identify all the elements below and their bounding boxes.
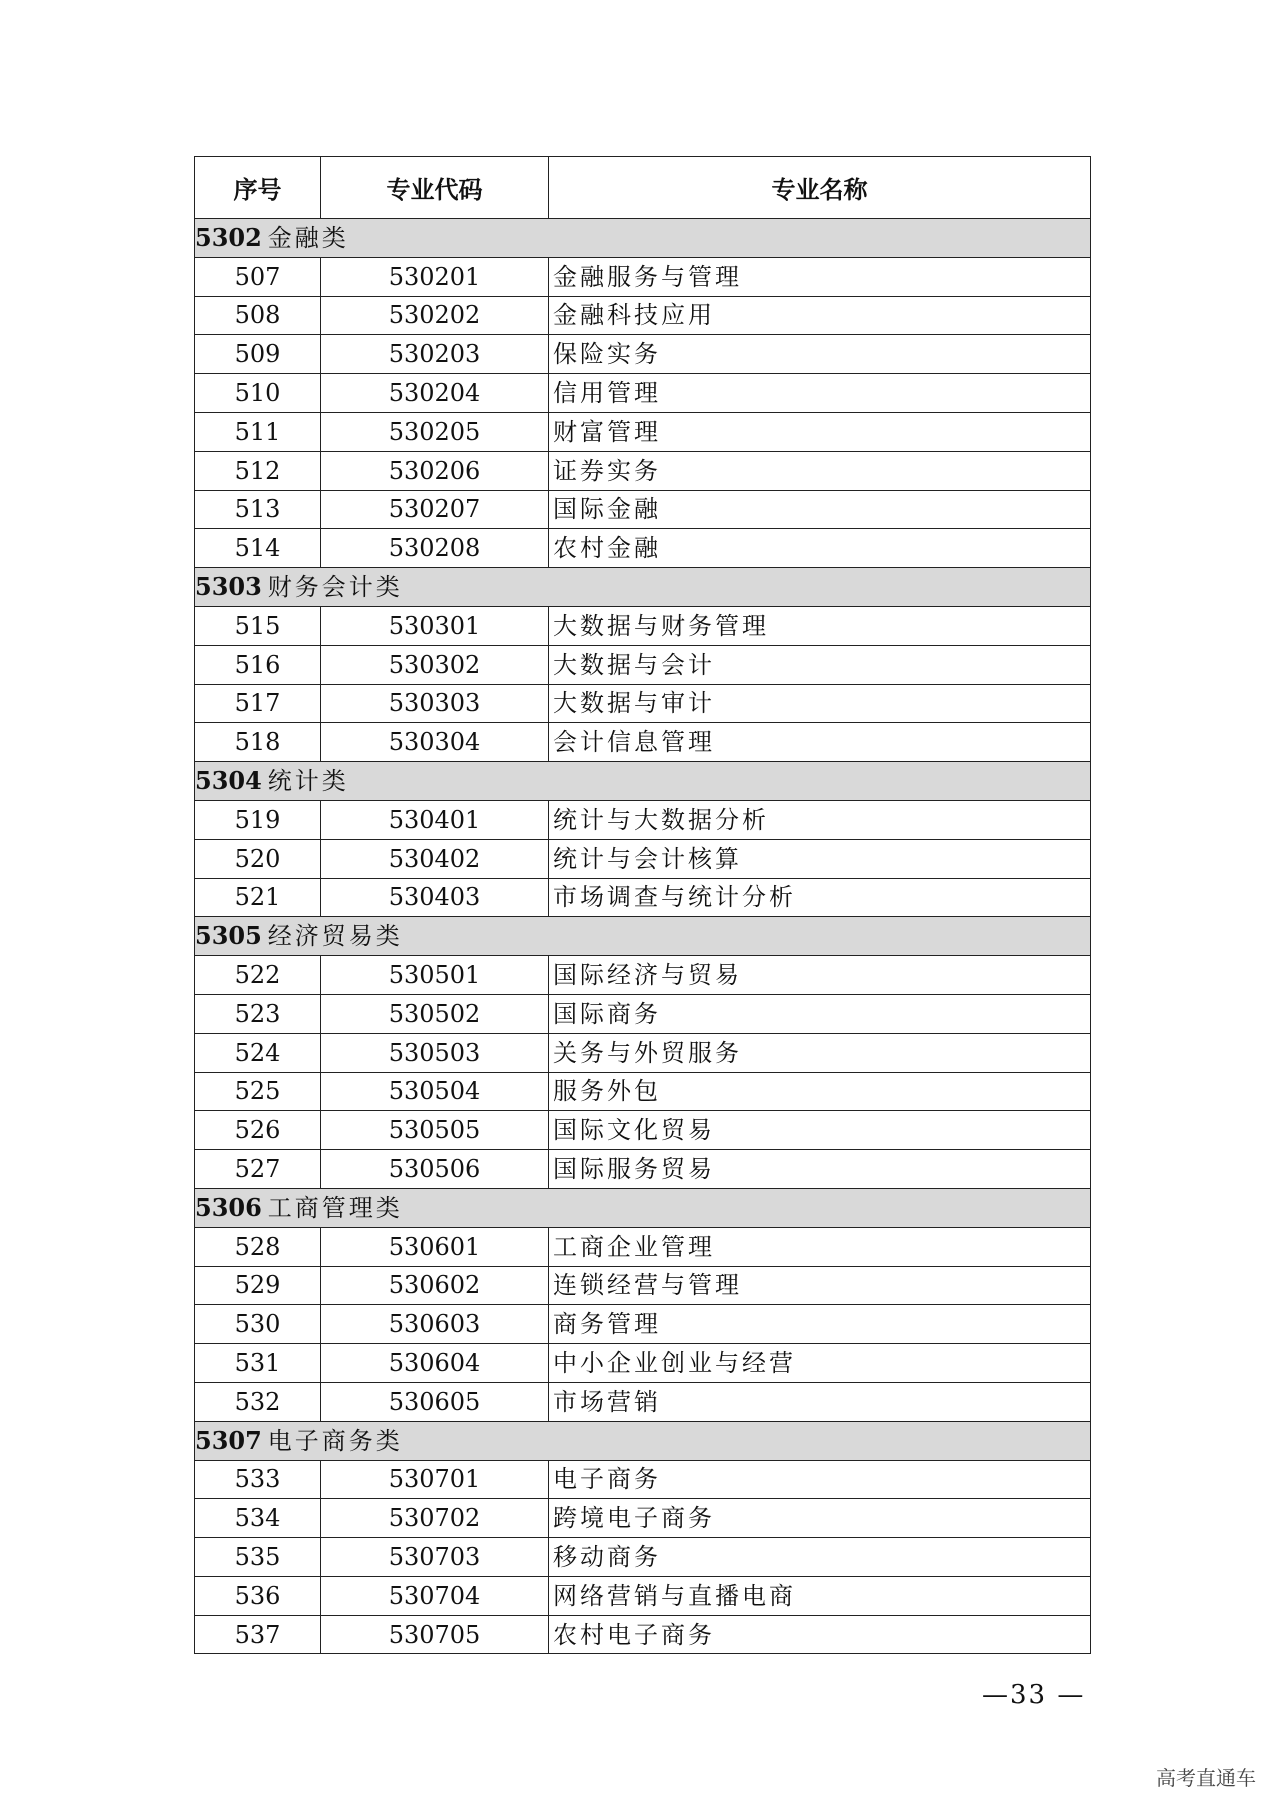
table-header-row: [195, 157, 1091, 219]
seq-cell: 535: [195, 1538, 321, 1577]
code-cell: 530301: [321, 606, 549, 645]
code-cell: 530203: [321, 335, 549, 374]
name-cell: 信用管理: [549, 374, 1091, 413]
seq-cell: 524: [195, 1033, 321, 1072]
watermark: 高考直通车: [1156, 1766, 1256, 1790]
name-cell: 国际文化贸易: [549, 1111, 1091, 1150]
seq-cell: 525: [195, 1072, 321, 1111]
category-code: 5306: [195, 1192, 262, 1222]
seq-cell: 515: [195, 606, 321, 645]
category-row: [195, 1188, 1091, 1227]
category-name: 统计类: [267, 767, 349, 796]
name-cell: 统计与大数据分析: [549, 800, 1091, 839]
table-row: [195, 1499, 1091, 1538]
seq-cell: 513: [195, 490, 321, 529]
category-cell: [195, 1421, 1091, 1460]
table-row: [195, 956, 1091, 995]
name-cell: 保险实务: [549, 335, 1091, 374]
table-row: [195, 606, 1091, 645]
seq-cell: 529: [195, 1266, 321, 1305]
name-cell: 连锁经营与管理: [549, 1266, 1091, 1305]
code-cell: 530603: [321, 1305, 549, 1344]
category-cell: [195, 568, 1091, 607]
seq-cell: 517: [195, 684, 321, 723]
code-cell: 530403: [321, 878, 549, 917]
code-cell: 530207: [321, 490, 549, 529]
table-row: [195, 490, 1091, 529]
seq-cell: 518: [195, 723, 321, 762]
header-seq: 序号: [195, 157, 321, 219]
table-row: [195, 257, 1091, 296]
category-name: 金融类: [267, 223, 349, 252]
table-row: [195, 800, 1091, 839]
name-cell: 商务管理: [549, 1305, 1091, 1344]
table-row: [195, 1538, 1091, 1577]
seq-cell: 512: [195, 451, 321, 490]
category-row: [195, 917, 1091, 956]
table-row: [195, 374, 1091, 413]
table-row: [195, 296, 1091, 335]
name-cell: 国际金融: [549, 490, 1091, 529]
name-cell: 国际商务: [549, 994, 1091, 1033]
table-row: [195, 1266, 1091, 1305]
name-cell: 财富管理: [549, 412, 1091, 451]
seq-cell: 514: [195, 529, 321, 568]
table-row: [195, 723, 1091, 762]
code-cell: 530501: [321, 956, 549, 995]
category-row: [195, 762, 1091, 801]
code-cell: 530506: [321, 1150, 549, 1189]
name-cell: 证券实务: [549, 451, 1091, 490]
table-row: [195, 1305, 1091, 1344]
code-cell: 530202: [321, 296, 549, 335]
code-cell: 530201: [321, 257, 549, 296]
code-cell: 530304: [321, 723, 549, 762]
table-row: [195, 1150, 1091, 1189]
code-cell: 530205: [321, 412, 549, 451]
name-cell: 网络营销与直播电商: [549, 1576, 1091, 1615]
name-cell: 市场调查与统计分析: [549, 878, 1091, 917]
name-cell: 大数据与财务管理: [549, 606, 1091, 645]
table-row: [195, 1033, 1091, 1072]
majors-table: [194, 156, 1091, 1654]
category-name: 电子商务类: [267, 1426, 403, 1455]
code-cell: 530505: [321, 1111, 549, 1150]
category-cell: [195, 219, 1091, 258]
seq-cell: 519: [195, 800, 321, 839]
seq-cell: 537: [195, 1615, 321, 1654]
code-cell: 530303: [321, 684, 549, 723]
code-cell: 530504: [321, 1072, 549, 1111]
table-row: [195, 1576, 1091, 1615]
table-row: [195, 451, 1091, 490]
category-cell: [195, 762, 1091, 801]
seq-cell: 509: [195, 335, 321, 374]
code-cell: 530602: [321, 1266, 549, 1305]
code-cell: 530702: [321, 1499, 549, 1538]
seq-cell: 530: [195, 1305, 321, 1344]
code-cell: 530704: [321, 1576, 549, 1615]
name-cell: 工商企业管理: [549, 1227, 1091, 1266]
code-cell: 530208: [321, 529, 549, 568]
code-cell: 530206: [321, 451, 549, 490]
seq-cell: 536: [195, 1576, 321, 1615]
name-cell: 中小企业创业与经营: [549, 1344, 1091, 1383]
table-row: [195, 1111, 1091, 1150]
seq-cell: 532: [195, 1382, 321, 1421]
seq-cell: 528: [195, 1227, 321, 1266]
name-cell: 移动商务: [549, 1538, 1091, 1577]
category-code: 5307: [195, 1425, 262, 1455]
header-name: 专业名称: [549, 157, 1091, 219]
name-cell: 大数据与会计: [549, 645, 1091, 684]
table-row: [195, 1460, 1091, 1499]
category-code: 5305: [195, 921, 262, 951]
category-cell: [195, 917, 1091, 956]
seq-cell: 507: [195, 257, 321, 296]
table-row: [195, 1382, 1091, 1421]
name-cell: 跨境电子商务: [549, 1499, 1091, 1538]
name-cell: 金融服务与管理: [549, 257, 1091, 296]
code-cell: 530703: [321, 1538, 549, 1577]
seq-cell: 511: [195, 412, 321, 451]
table-row: [195, 994, 1091, 1033]
seq-cell: 521: [195, 878, 321, 917]
name-cell: 关务与外贸服务: [549, 1033, 1091, 1072]
table-row: [195, 839, 1091, 878]
seq-cell: 520: [195, 839, 321, 878]
name-cell: 农村金融: [549, 529, 1091, 568]
table-row: [195, 645, 1091, 684]
category-cell: [195, 1188, 1091, 1227]
seq-cell: 534: [195, 1499, 321, 1538]
name-cell: 国际经济与贸易: [549, 956, 1091, 995]
table-body: [195, 219, 1091, 1654]
name-cell: 金融科技应用: [549, 296, 1091, 335]
name-cell: 大数据与审计: [549, 684, 1091, 723]
page-number: —33 —: [982, 1680, 1086, 1710]
name-cell: 市场营销: [549, 1382, 1091, 1421]
table-row: [195, 1344, 1091, 1383]
header-code: 专业代码: [321, 157, 549, 219]
name-cell: 统计与会计核算: [549, 839, 1091, 878]
table-row: [195, 878, 1091, 917]
category-code: 5303: [195, 572, 262, 602]
table-row: [195, 1227, 1091, 1266]
category-row: [195, 1421, 1091, 1460]
category-name: 财务会计类: [267, 573, 403, 602]
code-cell: 530705: [321, 1615, 549, 1654]
name-cell: 农村电子商务: [549, 1615, 1091, 1654]
seq-cell: 522: [195, 956, 321, 995]
seq-cell: 527: [195, 1150, 321, 1189]
code-cell: 530701: [321, 1460, 549, 1499]
code-cell: 530302: [321, 645, 549, 684]
code-cell: 530402: [321, 839, 549, 878]
category-row: [195, 568, 1091, 607]
name-cell: 电子商务: [549, 1460, 1091, 1499]
code-cell: 530601: [321, 1227, 549, 1266]
name-cell: 国际服务贸易: [549, 1150, 1091, 1189]
seq-cell: 526: [195, 1111, 321, 1150]
category-code: 5304: [195, 766, 262, 796]
seq-cell: 531: [195, 1344, 321, 1383]
table-row: [195, 684, 1091, 723]
category-name: 经济贸易类: [267, 922, 403, 951]
seq-cell: 533: [195, 1460, 321, 1499]
code-cell: 530604: [321, 1344, 549, 1383]
code-cell: 530204: [321, 374, 549, 413]
table-row: [195, 1072, 1091, 1111]
code-cell: 530605: [321, 1382, 549, 1421]
category-code: 5302: [195, 222, 262, 252]
name-cell: 会计信息管理: [549, 723, 1091, 762]
category-row: [195, 219, 1091, 258]
table-row: [195, 529, 1091, 568]
name-cell: 服务外包: [549, 1072, 1091, 1111]
category-name: 工商管理类: [267, 1193, 403, 1222]
code-cell: 530503: [321, 1033, 549, 1072]
code-cell: 530401: [321, 800, 549, 839]
table-row: [195, 1615, 1091, 1654]
code-cell: 530502: [321, 994, 549, 1033]
seq-cell: 523: [195, 994, 321, 1033]
seq-cell: 510: [195, 374, 321, 413]
seq-cell: 508: [195, 296, 321, 335]
table-row: [195, 335, 1091, 374]
seq-cell: 516: [195, 645, 321, 684]
table-row: [195, 412, 1091, 451]
